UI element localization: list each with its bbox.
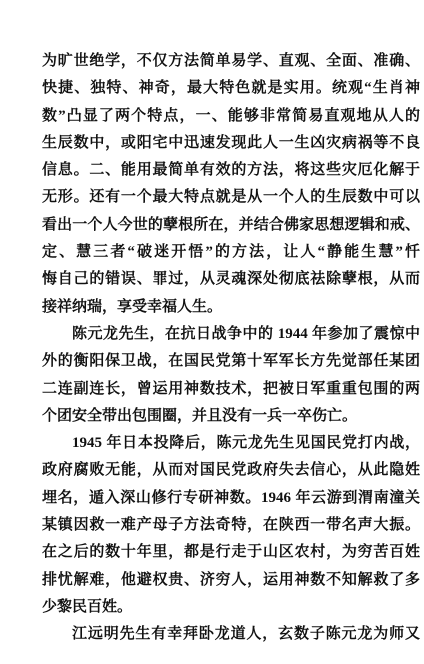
text-line: 1945 年日本投降后，陈元龙先生见国民党打内战， <box>72 435 420 452</box>
text-line: 二连副连长，曾运用神数技术，把被日军重重包围的两 <box>42 380 420 397</box>
text-line: 外的衡阳保卫战，在国民党第十军军长方先觉部任某团 <box>42 353 420 370</box>
paragraph-continued <box>42 48 420 321</box>
text-line: 少黎民百姓。 <box>42 598 133 615</box>
text-line: 数”凸显了两个特点，一、能够非常简易直观地从人的 <box>42 107 420 124</box>
paragraph <box>42 430 420 621</box>
text-line: 生辰数中，或阳宅中迅速发现此人一生凶灾病祸等不良 <box>42 134 420 151</box>
text-line: 江远明先生有幸拜卧龙道人，玄数子陈元龙为师又 <box>72 626 420 643</box>
text-line: 在之后的数十年里，都是行走于山区农村，为穷苦百姓 <box>42 544 420 561</box>
document-page <box>42 48 420 649</box>
paragraph <box>42 321 420 430</box>
text-line: 看出一个人今世的孽根所在，并结合佛家思想逻辑和戒、 <box>42 216 420 233</box>
text-line: 信息。二、能用最简单有效的方法，将这些灾厄化解于 <box>42 162 420 179</box>
text-line: 某镇因救一难产母子方法奇特，在陕西一带名声大振。 <box>42 517 420 534</box>
paragraph <box>42 621 420 648</box>
text-line: 埋名，遁入深山修行专研神数。1946 年云游到渭南潼关 <box>42 489 420 506</box>
text-line: 个团安全带出包围圈，并且没有一兵一卒伤亡。 <box>42 407 358 424</box>
text-line: 政府腐败无能，从而对国民党政府失去信心，从此隐姓 <box>42 462 420 479</box>
text-line: 陈元龙先生，在抗日战争中的 1944 年参加了震惊中 <box>72 325 420 342</box>
text-line: 为旷世绝学，不仅方法简单易学、直观、全面、准确、 <box>42 53 420 69</box>
text-line: 接祥纳瑞，享受幸福人生。 <box>42 298 223 315</box>
text-line: 定、慧三者“破迷开悟”的方法，让人“静能生慧”忏 <box>42 244 420 261</box>
text-line: 无形。还有一个最大特点就是从一个人的生辰数中可以 <box>42 189 420 206</box>
text-line: 排忧解难，他避权贵、济穷人，运用神数不知解救了多 <box>42 571 420 588</box>
text-line: 快捷、独特、神奇，最大特色就是实用。统观“生肖神 <box>42 80 420 97</box>
text-line: 悔自己的错误、罪过，从灵魂深处彻底祛除孽根，从而 <box>42 271 420 288</box>
